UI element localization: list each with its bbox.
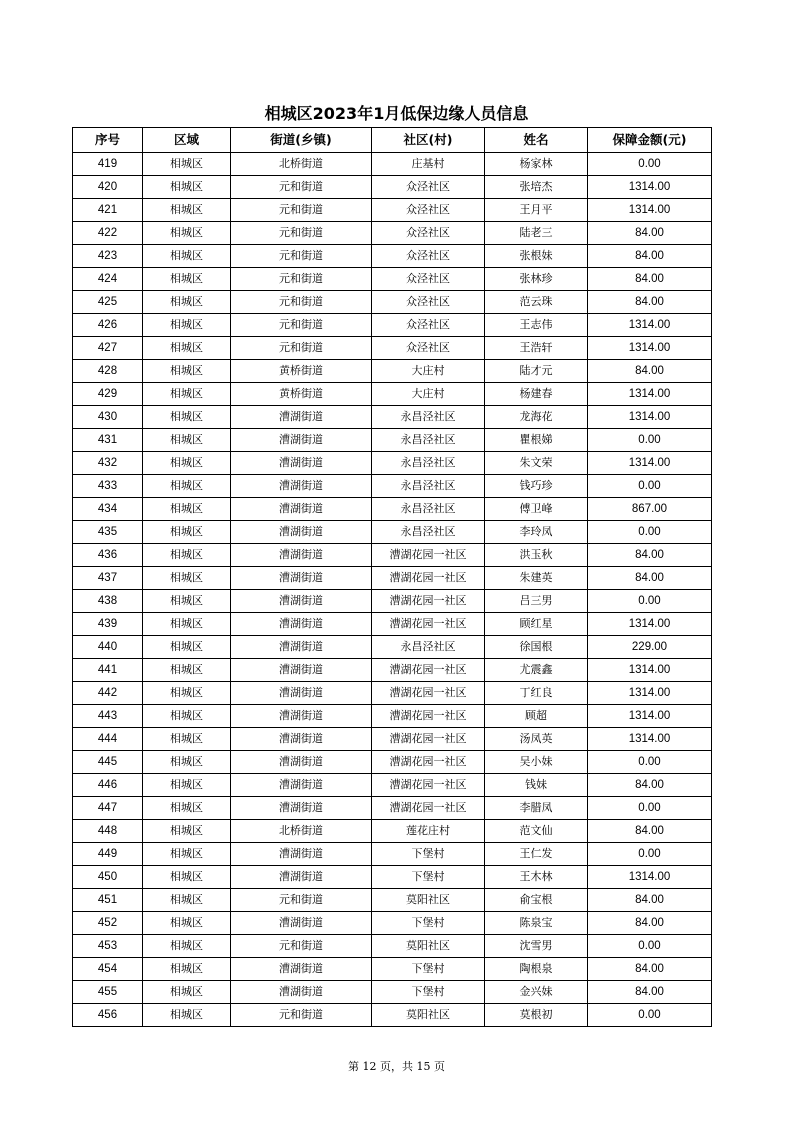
cell-street: 漕湖街道 (231, 475, 372, 498)
table-row (73, 268, 712, 291)
cell-name: 金兴妹 (485, 981, 588, 1004)
cell-index: 441 (73, 659, 143, 682)
cell-community: 众泾社区 (372, 314, 485, 337)
cell-amount: 84.00 (588, 291, 712, 314)
cell-amount: 1314.00 (588, 383, 712, 406)
table-row (73, 682, 712, 705)
cell-district: 相城区 (143, 291, 231, 314)
cell-district: 相城区 (143, 613, 231, 636)
cell-amount: 84.00 (588, 958, 712, 981)
cell-street: 漕湖街道 (231, 590, 372, 613)
cell-amount: 84.00 (588, 222, 712, 245)
cell-district: 相城区 (143, 268, 231, 291)
cell-index: 453 (73, 935, 143, 958)
cell-amount: 0.00 (588, 590, 712, 613)
cell-name: 陆才元 (485, 360, 588, 383)
cell-index: 423 (73, 245, 143, 268)
cell-community: 漕湖花园一社区 (372, 567, 485, 590)
cell-name: 汤凤英 (485, 728, 588, 751)
cell-name: 杨建春 (485, 383, 588, 406)
cell-name: 王木林 (485, 866, 588, 889)
col-header-amount: 保障金额(元) (588, 128, 712, 153)
cell-district: 相城区 (143, 475, 231, 498)
cell-community: 漕湖花园一社区 (372, 590, 485, 613)
cell-name: 龙海花 (485, 406, 588, 429)
cell-street: 元和街道 (231, 199, 372, 222)
cell-street: 漕湖街道 (231, 728, 372, 751)
cell-district: 相城区 (143, 521, 231, 544)
cell-name: 徐国根 (485, 636, 588, 659)
cell-district: 相城区 (143, 153, 231, 176)
table-row (73, 843, 712, 866)
cell-street: 漕湖街道 (231, 866, 372, 889)
cell-community: 永昌泾社区 (372, 475, 485, 498)
cell-community: 漕湖花园一社区 (372, 659, 485, 682)
cell-index: 442 (73, 682, 143, 705)
cell-district: 相城区 (143, 912, 231, 935)
cell-name: 丁红良 (485, 682, 588, 705)
table-header-row (73, 128, 712, 153)
table-row (73, 544, 712, 567)
table-row (73, 452, 712, 475)
cell-district: 相城区 (143, 498, 231, 521)
cell-index: 428 (73, 360, 143, 383)
cell-amount: 1314.00 (588, 659, 712, 682)
recipients-table (72, 127, 712, 1027)
cell-name: 吴小妹 (485, 751, 588, 774)
table-body (73, 153, 712, 1027)
cell-name: 张培杰 (485, 176, 588, 199)
table-row (73, 153, 712, 176)
cell-index: 452 (73, 912, 143, 935)
cell-index: 439 (73, 613, 143, 636)
cell-name: 沈雪男 (485, 935, 588, 958)
cell-district: 相城区 (143, 981, 231, 1004)
cell-amount: 84.00 (588, 912, 712, 935)
cell-community: 众泾社区 (372, 245, 485, 268)
cell-street: 漕湖街道 (231, 406, 372, 429)
cell-name: 李玲凤 (485, 521, 588, 544)
cell-amount: 84.00 (588, 567, 712, 590)
col-header-community: 社区(村) (372, 128, 485, 153)
cell-index: 420 (73, 176, 143, 199)
cell-community: 众泾社区 (372, 199, 485, 222)
cell-community: 庄基村 (372, 153, 485, 176)
cell-amount: 84.00 (588, 820, 712, 843)
cell-name: 王志伟 (485, 314, 588, 337)
cell-community: 永昌泾社区 (372, 498, 485, 521)
cell-amount: 84.00 (588, 774, 712, 797)
cell-index: 443 (73, 705, 143, 728)
cell-district: 相城区 (143, 452, 231, 475)
table-row (73, 613, 712, 636)
cell-community: 漕湖花园一社区 (372, 613, 485, 636)
col-header-index: 序号 (73, 128, 143, 153)
cell-amount: 0.00 (588, 751, 712, 774)
cell-community: 永昌泾社区 (372, 429, 485, 452)
cell-community: 下堡村 (372, 981, 485, 1004)
table-row (73, 314, 712, 337)
table-row (73, 475, 712, 498)
cell-community: 莫阳社区 (372, 935, 485, 958)
cell-community: 下堡村 (372, 958, 485, 981)
table-row (73, 659, 712, 682)
table-row (73, 774, 712, 797)
cell-street: 元和街道 (231, 337, 372, 360)
cell-community: 漕湖花园一社区 (372, 544, 485, 567)
cell-amount: 0.00 (588, 521, 712, 544)
col-header-street: 街道(乡镇) (231, 128, 372, 153)
cell-district: 相城区 (143, 866, 231, 889)
cell-name: 陶根泉 (485, 958, 588, 981)
cell-name: 李腊凤 (485, 797, 588, 820)
cell-district: 相城区 (143, 636, 231, 659)
table-row (73, 705, 712, 728)
cell-amount: 84.00 (588, 544, 712, 567)
cell-index: 425 (73, 291, 143, 314)
table-row (73, 429, 712, 452)
cell-district: 相城区 (143, 337, 231, 360)
cell-name: 陈泉宝 (485, 912, 588, 935)
page-footer: 第 12 页，共 15 页 (348, 1060, 445, 1073)
cell-district: 相城区 (143, 429, 231, 452)
cell-amount: 1314.00 (588, 199, 712, 222)
cell-name: 王月平 (485, 199, 588, 222)
cell-street: 元和街道 (231, 268, 372, 291)
table-row (73, 751, 712, 774)
cell-amount: 867.00 (588, 498, 712, 521)
table-row (73, 245, 712, 268)
cell-index: 434 (73, 498, 143, 521)
table-row (73, 406, 712, 429)
cell-district: 相城区 (143, 728, 231, 751)
cell-community: 众泾社区 (372, 176, 485, 199)
table-row (73, 820, 712, 843)
cell-community: 莲花庄村 (372, 820, 485, 843)
cell-index: 449 (73, 843, 143, 866)
cell-street: 漕湖街道 (231, 452, 372, 475)
cell-amount: 1314.00 (588, 705, 712, 728)
cell-street: 漕湖街道 (231, 797, 372, 820)
cell-community: 莫阳社区 (372, 889, 485, 912)
cell-district: 相城区 (143, 222, 231, 245)
cell-street: 元和街道 (231, 245, 372, 268)
cell-district: 相城区 (143, 774, 231, 797)
cell-community: 下堡村 (372, 843, 485, 866)
cell-name: 张根妹 (485, 245, 588, 268)
cell-name: 瞿根娣 (485, 429, 588, 452)
cell-street: 元和街道 (231, 889, 372, 912)
cell-street: 漕湖街道 (231, 636, 372, 659)
cell-community: 漕湖花园一社区 (372, 797, 485, 820)
cell-amount: 0.00 (588, 475, 712, 498)
cell-index: 422 (73, 222, 143, 245)
cell-street: 漕湖街道 (231, 958, 372, 981)
cell-amount: 0.00 (588, 843, 712, 866)
col-header-district: 区域 (143, 128, 231, 153)
table-row (73, 199, 712, 222)
cell-district: 相城区 (143, 176, 231, 199)
cell-district: 相城区 (143, 590, 231, 613)
table-row (73, 728, 712, 751)
cell-community: 大庄村 (372, 383, 485, 406)
cell-district: 相城区 (143, 751, 231, 774)
cell-name: 吕三男 (485, 590, 588, 613)
cell-district: 相城区 (143, 406, 231, 429)
cell-community: 漕湖花园一社区 (372, 705, 485, 728)
cell-index: 440 (73, 636, 143, 659)
cell-district: 相城区 (143, 383, 231, 406)
cell-community: 永昌泾社区 (372, 521, 485, 544)
cell-name: 朱建英 (485, 567, 588, 590)
table-row (73, 958, 712, 981)
cell-name: 范云珠 (485, 291, 588, 314)
table-row (73, 498, 712, 521)
cell-amount: 0.00 (588, 1004, 712, 1027)
cell-street: 北桥街道 (231, 820, 372, 843)
cell-amount: 1314.00 (588, 866, 712, 889)
cell-street: 漕湖街道 (231, 567, 372, 590)
cell-district: 相城区 (143, 705, 231, 728)
cell-index: 445 (73, 751, 143, 774)
cell-district: 相城区 (143, 1004, 231, 1027)
cell-index: 437 (73, 567, 143, 590)
cell-amount: 84.00 (588, 268, 712, 291)
table-row (73, 337, 712, 360)
cell-name: 莫根初 (485, 1004, 588, 1027)
cell-index: 432 (73, 452, 143, 475)
cell-index: 427 (73, 337, 143, 360)
cell-name: 范文仙 (485, 820, 588, 843)
cell-street: 漕湖街道 (231, 429, 372, 452)
cell-district: 相城区 (143, 935, 231, 958)
cell-community: 众泾社区 (372, 291, 485, 314)
cell-index: 430 (73, 406, 143, 429)
cell-community: 下堡村 (372, 912, 485, 935)
cell-street: 元和街道 (231, 314, 372, 337)
table-row (73, 176, 712, 199)
cell-community: 众泾社区 (372, 268, 485, 291)
cell-index: 436 (73, 544, 143, 567)
cell-name: 陆老三 (485, 222, 588, 245)
cell-community: 漕湖花园一社区 (372, 751, 485, 774)
cell-index: 455 (73, 981, 143, 1004)
cell-street: 黄桥街道 (231, 360, 372, 383)
cell-street: 漕湖街道 (231, 521, 372, 544)
table-row (73, 636, 712, 659)
cell-district: 相城区 (143, 567, 231, 590)
cell-district: 相城区 (143, 682, 231, 705)
cell-name: 钱巧珍 (485, 475, 588, 498)
cell-street: 漕湖街道 (231, 682, 372, 705)
cell-index: 429 (73, 383, 143, 406)
cell-community: 众泾社区 (372, 222, 485, 245)
cell-district: 相城区 (143, 820, 231, 843)
cell-district: 相城区 (143, 958, 231, 981)
cell-community: 大庄村 (372, 360, 485, 383)
cell-name: 洪玉秋 (485, 544, 588, 567)
cell-street: 北桥街道 (231, 153, 372, 176)
cell-district: 相城区 (143, 544, 231, 567)
table-row (73, 567, 712, 590)
cell-district: 相城区 (143, 797, 231, 820)
cell-street: 漕湖街道 (231, 843, 372, 866)
table-row (73, 590, 712, 613)
table-row (73, 383, 712, 406)
cell-amount: 1314.00 (588, 728, 712, 751)
cell-amount: 1314.00 (588, 406, 712, 429)
cell-amount: 84.00 (588, 889, 712, 912)
cell-amount: 229.00 (588, 636, 712, 659)
cell-amount: 84.00 (588, 245, 712, 268)
cell-community: 漕湖花园一社区 (372, 682, 485, 705)
cell-district: 相城区 (143, 889, 231, 912)
cell-index: 431 (73, 429, 143, 452)
cell-amount: 84.00 (588, 360, 712, 383)
table-row (73, 222, 712, 245)
cell-community: 永昌泾社区 (372, 636, 485, 659)
cell-name: 张林珍 (485, 268, 588, 291)
cell-name: 王仁发 (485, 843, 588, 866)
cell-street: 元和街道 (231, 291, 372, 314)
cell-community: 众泾社区 (372, 337, 485, 360)
cell-street: 元和街道 (231, 176, 372, 199)
cell-street: 漕湖街道 (231, 912, 372, 935)
cell-district: 相城区 (143, 245, 231, 268)
cell-amount: 0.00 (588, 153, 712, 176)
cell-community: 漕湖花园一社区 (372, 728, 485, 751)
table-row (73, 981, 712, 1004)
cell-index: 451 (73, 889, 143, 912)
cell-amount: 1314.00 (588, 682, 712, 705)
cell-street: 元和街道 (231, 935, 372, 958)
cell-index: 426 (73, 314, 143, 337)
table-row (73, 866, 712, 889)
cell-amount: 0.00 (588, 797, 712, 820)
cell-index: 435 (73, 521, 143, 544)
cell-index: 444 (73, 728, 143, 751)
cell-name: 朱文荣 (485, 452, 588, 475)
cell-index: 447 (73, 797, 143, 820)
cell-index: 448 (73, 820, 143, 843)
cell-name: 俞宝根 (485, 889, 588, 912)
table-row (73, 1004, 712, 1027)
cell-amount: 1314.00 (588, 314, 712, 337)
table-row (73, 360, 712, 383)
cell-district: 相城区 (143, 199, 231, 222)
cell-street: 漕湖街道 (231, 981, 372, 1004)
table-row (73, 935, 712, 958)
cell-amount: 0.00 (588, 429, 712, 452)
cell-index: 456 (73, 1004, 143, 1027)
cell-amount: 1314.00 (588, 176, 712, 199)
cell-name: 王浩轩 (485, 337, 588, 360)
table-row (73, 797, 712, 820)
cell-street: 漕湖街道 (231, 705, 372, 728)
cell-community: 永昌泾社区 (372, 406, 485, 429)
cell-district: 相城区 (143, 659, 231, 682)
cell-community: 永昌泾社区 (372, 452, 485, 475)
cell-index: 438 (73, 590, 143, 613)
cell-street: 黄桥街道 (231, 383, 372, 406)
cell-street: 漕湖街道 (231, 751, 372, 774)
cell-index: 424 (73, 268, 143, 291)
table-row (73, 889, 712, 912)
table-row (73, 912, 712, 935)
cell-amount: 1314.00 (588, 337, 712, 360)
col-header-name: 姓名 (485, 128, 588, 153)
table-row (73, 521, 712, 544)
cell-index: 433 (73, 475, 143, 498)
cell-amount: 84.00 (588, 981, 712, 1004)
cell-index: 446 (73, 774, 143, 797)
cell-street: 漕湖街道 (231, 544, 372, 567)
table-row (73, 291, 712, 314)
cell-district: 相城区 (143, 314, 231, 337)
cell-street: 元和街道 (231, 222, 372, 245)
document-title: 相城区2023年1月低保边缘人员信息 (264, 104, 529, 123)
cell-index: 419 (73, 153, 143, 176)
cell-street: 漕湖街道 (231, 498, 372, 521)
cell-index: 421 (73, 199, 143, 222)
cell-district: 相城区 (143, 843, 231, 866)
cell-amount: 1314.00 (588, 452, 712, 475)
cell-name: 顾超 (485, 705, 588, 728)
cell-name: 尤震鑫 (485, 659, 588, 682)
cell-index: 450 (73, 866, 143, 889)
cell-name: 钱妹 (485, 774, 588, 797)
cell-name: 傅卫峰 (485, 498, 588, 521)
cell-amount: 1314.00 (588, 613, 712, 636)
cell-community: 漕湖花园一社区 (372, 774, 485, 797)
cell-community: 莫阳社区 (372, 1004, 485, 1027)
cell-street: 漕湖街道 (231, 613, 372, 636)
cell-street: 漕湖街道 (231, 774, 372, 797)
cell-street: 漕湖街道 (231, 659, 372, 682)
cell-street: 元和街道 (231, 1004, 372, 1027)
cell-name: 顾红星 (485, 613, 588, 636)
cell-amount: 0.00 (588, 935, 712, 958)
cell-community: 下堡村 (372, 866, 485, 889)
cell-index: 454 (73, 958, 143, 981)
cell-name: 杨家林 (485, 153, 588, 176)
cell-district: 相城区 (143, 360, 231, 383)
